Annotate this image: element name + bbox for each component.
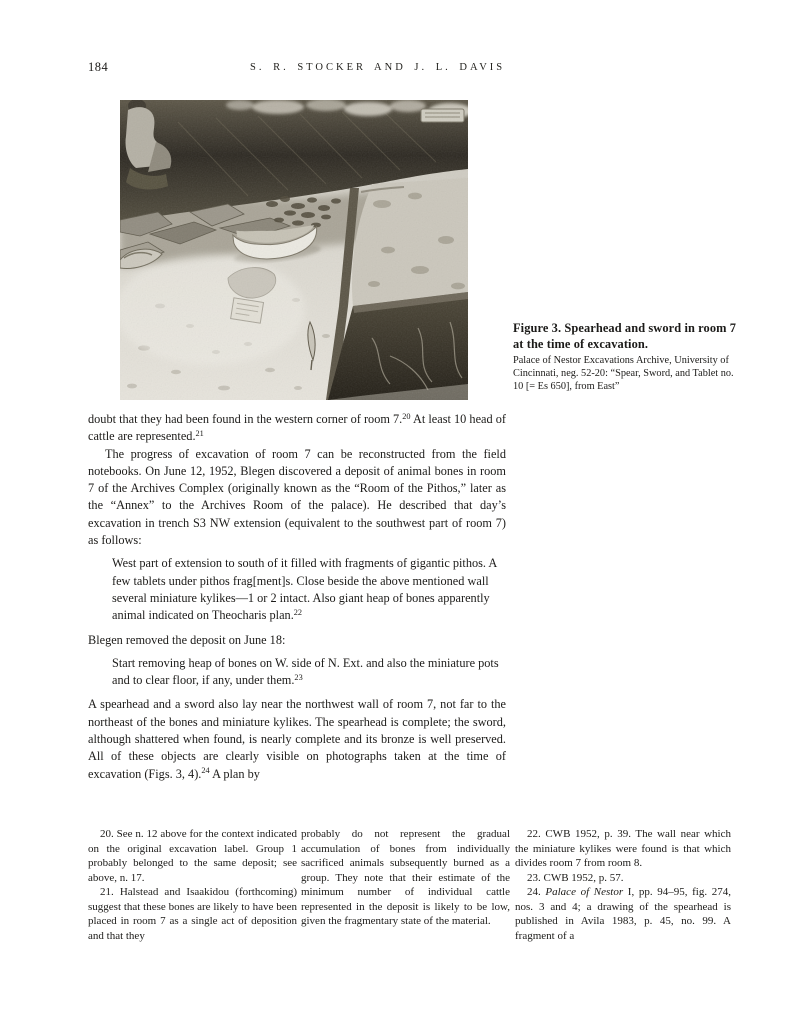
paragraph-blegen-removed: Blegen removed the deposit on June 18: — [88, 632, 286, 647]
paragraph-text: doubt that they had been found in the western corner of room 7. — [88, 412, 403, 426]
figure-photo — [120, 100, 468, 400]
paragraph-spearhead — [88, 696, 506, 782]
excavation-photo-illustration — [120, 100, 468, 400]
figure-caption — [513, 320, 746, 393]
quote-text: West part of extension to south of it filled with fragments of gigantic pithos. A few tablets under pithos frag[ment]s. Close beside the above mentioned wall several miniature kylikes—1 or 2 intact. Also giant heap of bones apparently animal indicated on Theocharis plan. — [112, 556, 497, 623]
footnote-italic-title: Palace of Nestor — [545, 886, 624, 898]
footnote-text: 24. — [527, 886, 546, 898]
body-text — [88, 411, 506, 783]
footnote-marker-22: 22 — [293, 607, 303, 617]
footnote-marker-24: 24 — [201, 766, 210, 776]
footnote-column-1 — [88, 827, 297, 943]
blockquote-june-12 — [88, 555, 506, 624]
paragraph-text: A plan by — [209, 766, 260, 781]
page-number: 184 — [88, 60, 109, 74]
footnote-21-continued: probably do not represent the gradual accumulation of bones from individually sacrificed animals subsequently burned as a group. They note that their estimate of the minimum number of individual cattle represented in the deposit is likely to be low, given the fragmentary state of the material. — [301, 828, 510, 927]
footnote-22: 22. CWB 1952, p. 39. The wall near which the miniature kylikes were found is that which divides room 7 from room 8. — [515, 828, 731, 869]
paragraph-continuation — [88, 411, 506, 446]
footnote-marker-20: 20 — [402, 411, 411, 421]
paragraph-text: At least 10 head of cattle are represented. — [88, 412, 506, 444]
figure-caption-title: Figure 3. Spearhead and sword in room 7 at the time of excavation. — [513, 321, 737, 351]
paragraph-progress: The progress of excavation of room 7 can be reconstructed from the field notebooks. On June 12, 1952, Blegen discovered a deposit of animal bones in room 7 of the Archives Complex (originally known as the “Room of the Pithos,” later as the “Annex” to the Archives Room of the palace). He described that day’s excavation in trench S3 NW extension (equivalent to the southwest part of room 7) as follows: — [88, 446, 506, 548]
quote-text: Start removing heap of bones on W. side of N. Ext. and also the miniature pots and to clear floor, if any, under them. — [112, 655, 499, 688]
footnote-marker-23: 23 — [294, 672, 303, 682]
footnote-text: I, pp. 94–95, fig. 274, nos. 3 and 4; a drawing of the spearhead is published in Avila 1983, p. 45, no. 99. A fragment of a — [515, 886, 732, 942]
paragraph-text: A spearhead and a sword also lay near the northwest wall of room 7, not far to the northeast of the bones and miniature kylikes. The spearhead is complete; the sword, although shattered when found, is nearly complete and its bronze is well preserved. All of these objects are clearly visible on photographs taken at the time of excavation (Figs. 3, 4). — [88, 697, 506, 781]
figure-caption-credit: Palace of Nestor Excavations Archive, University of Cincinnati, neg. 52-20: “Spear, Sword, and Tablet no. 10 [= Es 650], from East” — [513, 355, 734, 393]
footnote-24 — [515, 885, 731, 943]
footnote-21: 21. Halstead and Isaakidou (forthcoming) suggest that these bones are likely to have been placed in room 7 as a single act of deposition and that they — [88, 886, 297, 942]
running-head: S. R. STOCKER AND J. L. DAVIS — [250, 62, 506, 73]
footnote-23: 23. CWB 1952, p. 57. — [527, 871, 624, 884]
footnote-marker-21: 21 — [195, 428, 204, 438]
footnote-column-3 — [515, 827, 731, 943]
footnote-column-2 — [301, 827, 510, 929]
footnote-20: 20. See n. 12 above for the context indicated on the original excavation label. Group 1 probably belonged to the same deposit; see above, n. 17. — [88, 828, 297, 884]
blockquote-june-18 — [88, 655, 506, 690]
